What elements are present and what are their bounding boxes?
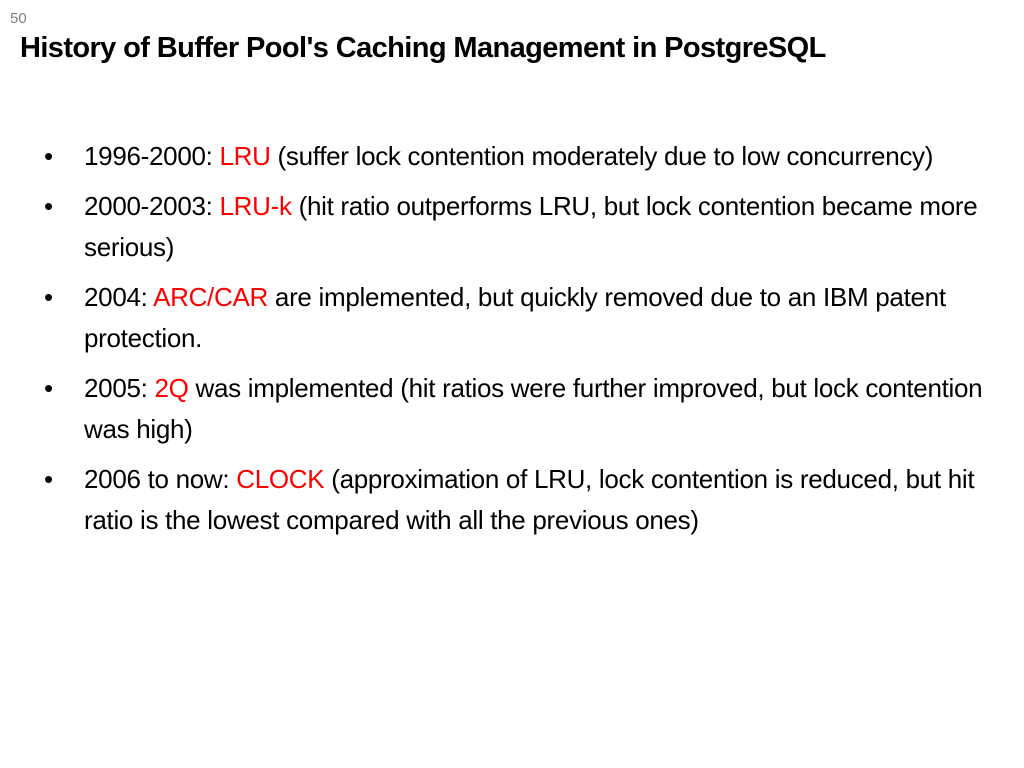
bullet-years: 2006 to now: [84, 464, 237, 494]
bullet-list [44, 136, 1004, 550]
bullet-item [44, 186, 1004, 268]
bullet-years: 2004: [84, 282, 154, 312]
bullet-item [44, 459, 1004, 541]
bullet-dot-icon: • [44, 141, 53, 171]
bullet-dot-icon: • [44, 373, 53, 403]
bullet-algorithm: LRU [219, 141, 271, 171]
bullet-algorithm: ARC/CAR [153, 282, 268, 312]
bullet-item [44, 368, 1004, 450]
bullet-item [44, 136, 1004, 177]
bullet-dot-icon: • [44, 282, 53, 312]
bullet-algorithm: LRU-k [219, 191, 292, 221]
bullet-algorithm: CLOCK [236, 464, 325, 494]
bullet-text: (suffer lock contention moderately due to low concurrency) [270, 141, 934, 171]
bullet-text: (approximation of LRU, lock contention is reduced, but hit ratio is the lowest compared with all the previous ones) [84, 464, 975, 535]
bullet-text: are implemented, but quickly removed due to an IBM patent protection. [84, 282, 946, 353]
bullet-years: 2000-2003: [84, 191, 220, 221]
bullet-years: 2005: [84, 373, 155, 403]
bullet-dot-icon: • [44, 191, 53, 221]
slide-number: 50 [10, 10, 27, 27]
bullet-dot-icon: • [44, 464, 53, 494]
bullet-algorithm: 2Q [154, 373, 189, 403]
bullet-text: (hit ratio outperforms LRU, but lock contention became more serious) [84, 191, 978, 262]
bullet-item [44, 277, 1004, 359]
slide-title: History of Buffer Pool's Caching Management in PostgreSQL [20, 32, 826, 64]
bullet-years: 1996-2000: [84, 141, 220, 171]
bullet-text: was implemented (hit ratios were further improved, but lock contention was high) [84, 373, 983, 444]
